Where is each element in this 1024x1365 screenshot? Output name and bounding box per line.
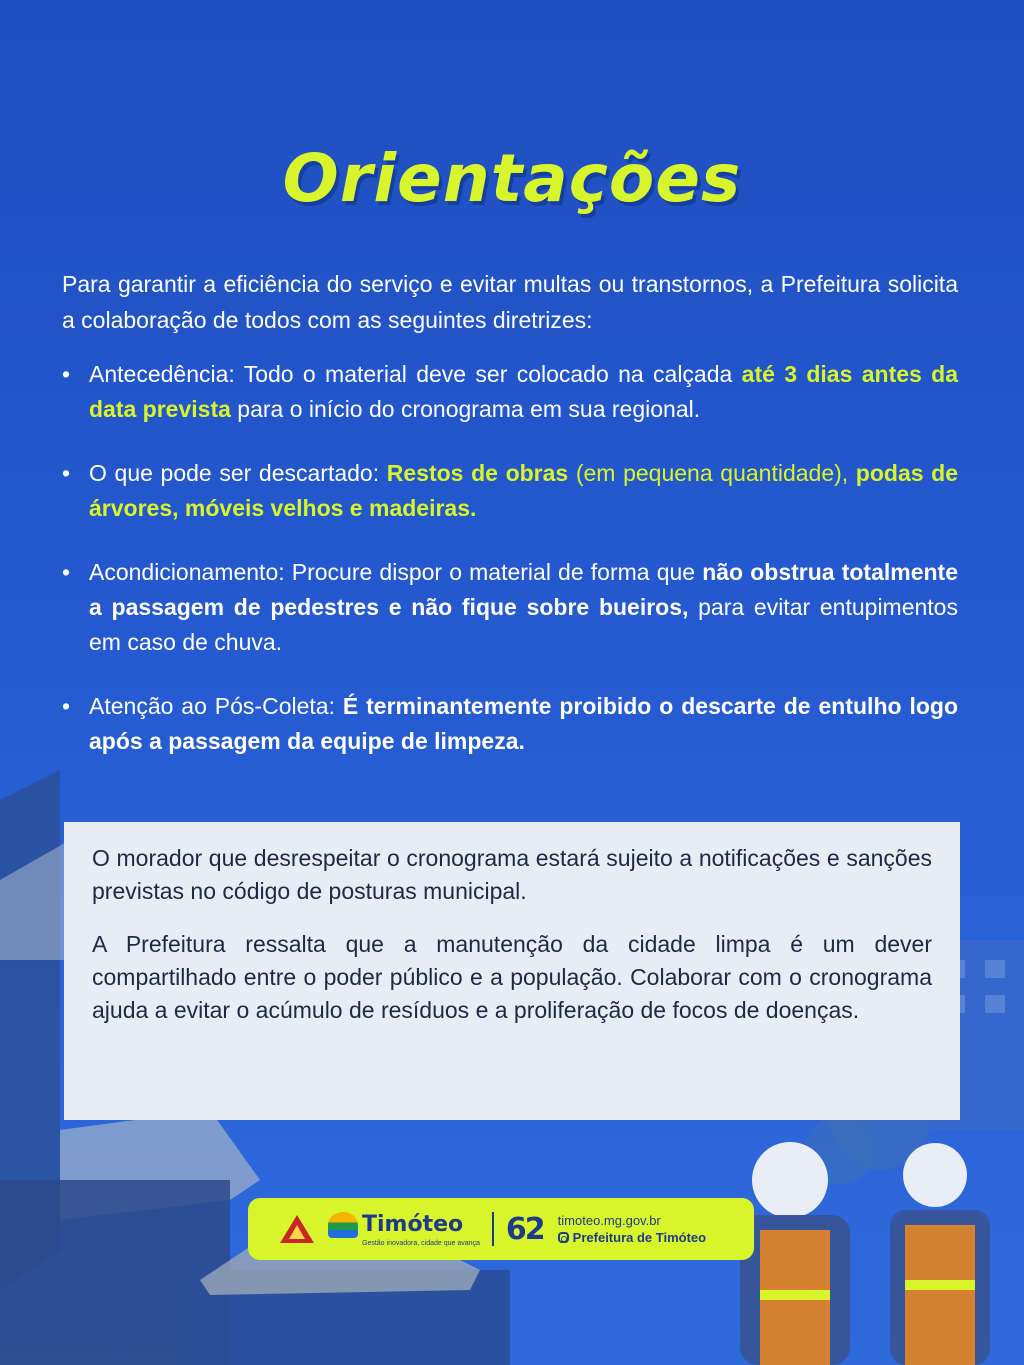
instagram-link[interactable] (558, 1229, 706, 1246)
instagram-handle: Prefeitura de Timóteo (572, 1230, 707, 1245)
emphasis-text: não obstrua totalmente a passagem de pedestres e não fique sobre bueiros, (89, 559, 958, 620)
brand-logo (328, 1212, 480, 1247)
notice-box (64, 822, 960, 1120)
emphasis-text: É terminantemente proibido o descarte de entulho logo após a passagem da equipe de limpeza. (89, 693, 958, 754)
footer-divider (492, 1212, 494, 1246)
civil-defense-logo-icon (280, 1215, 314, 1243)
guidelines-list (62, 357, 958, 759)
list-item-antecedencia: • Antecedência: Todo o material deve ser colocado na calçada até 3 dias antes da data prevista para o início do cronograma em sua regional. (62, 357, 958, 427)
highlight-text: Restos de obras (386, 460, 569, 486)
notice-paragraph-1: O morador que desrespeitar o cronograma estará sujeito a notificações e sanções previstas no código de posturas municipal. (92, 845, 932, 904)
highlight-text: até 3 dias antes da data prevista (89, 361, 958, 422)
website-link[interactable]: timoteo.mg.gov.br (557, 1213, 661, 1228)
footer-bar (248, 1198, 754, 1260)
highlight-text: podas de árvores, móveis velhos e madeiras. (89, 460, 959, 521)
intro-paragraph: Para garantir a eficiência do serviço e evitar multas ou transtornos, a Prefeitura solicita a colaboração de todos com as seguintes diretrizes: (62, 271, 958, 333)
list-item-acondicionamento: • Acondicionamento: Procure dispor o material de forma que não obstrua totalmente a passagem de pedestres e não fique sobre bueiros, para evitar entupimentos em caso de chuva. (62, 555, 958, 660)
brand-name: Timóteo (362, 1211, 464, 1237)
list-item-pos-coleta: • Atenção ao Pós-Coleta: É terminantemente proibido o descarte de entulho logo após a passagem da equipe de limpeza. (62, 689, 958, 759)
instagram-icon (558, 1232, 569, 1243)
brand-tagline: Gestão inovadora, cidade que avança (362, 1239, 480, 1247)
anniversary-logo: 62 (505, 1211, 544, 1247)
notice-paragraph-2: A Prefeitura ressalta que a manutenção da cidade limpa é um dever compartilhado entre o poder público e a população. Colaborar com o cronograma ajuda a evitar o acúmulo de resíduos e a proliferação de focos de doenças. (92, 931, 932, 1023)
page-title: Orientações (282, 140, 742, 217)
city-logo-icon (328, 1212, 358, 1238)
list-item-descarte: • O que pode ser descartado: Restos de obras (em pequena quantidade), podas de árvores, móveis velhos e madeiras. (62, 456, 958, 526)
contact-info (558, 1212, 706, 1246)
